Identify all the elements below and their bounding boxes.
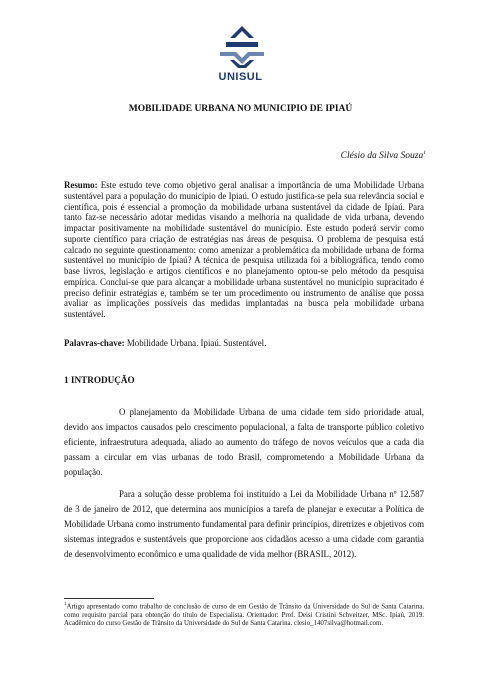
footnote-mark: 1: [64, 602, 67, 607]
section-heading: 1 INTRODUÇÃO: [64, 375, 135, 385]
keywords-label: Palavras-chave:: [64, 338, 125, 348]
footnote-divider: [64, 598, 154, 599]
author-name: Clésio da Silva Souza: [340, 151, 424, 162]
abstract-label: Resumo:: [64, 180, 98, 190]
document-title: MOBILIDADE URBANA NO MUNICIPIO DE IPIAÚ: [128, 104, 353, 114]
unisul-logo-icon: [216, 22, 268, 72]
author-footnote-mark: 1: [423, 150, 426, 156]
footnote-text: Artigo apresentado como trabalho de conclusão de curso de em Gestão de Trânsito da Universidade do Sul de Santa Catarina, como requisito parcial para obtenção do título de Especialista. Orientador: Prof. Deisi Cristini Schveitzer, MSc. Ipiaú, 2019. Acadêmico do curso Gestão de Trânsito da Universidade do Sul de Santa Catarina. clesio_1407silva@hotmail.com.: [64, 603, 424, 627]
keywords: [64, 338, 266, 348]
abstract-text: Este estudo teve como objetivo geral analisar a importância de uma Mobilidade Urbana sustentável para a população do município de Ipiaú. O estudo justifica-se pela sua relevância social e científica, pois é essencial a promoção da mobilidade urbana sustentável da cidade de Ipiaú. Para tanto faz-se necessário adotar medidas visando a melhoria na qualidade de vida urbana, devendo impactar positivamente na mobilidade sustentável do município. Este estudo poderá servir como suporte científico para criação de estratégias nas áreas de pesquisa. O problema de pesquisa está calcado no seguinte questionamento: como amenizar a problemática da mobilidade urbana de forma sustentável no município de Ipiaú? A técnica de pesquisa utilizada foi a bibliográfica, tendo como base livros, legislação e artigos científicos e no planejamento optou-se pelo método da pesquisa empírica. Conclui-se que para alcançar a mobilidade urbana sustentável no município supracitado é preciso definir estratégias e, também se ter um procedimento ou instrumento de análise que possa avaliar as implicações possíveis das medidas implantadas na busca pela mobilidade urbana sustentável.: [64, 180, 424, 319]
logo-text: UNISUL: [218, 71, 263, 83]
keywords-text: Mobilidade Urbana. Ipiaú. Sustentável.: [124, 338, 267, 348]
author-line: [341, 150, 426, 161]
abstract: [64, 180, 424, 320]
body-paragraph-2: Para a solução desse problema foi instituído a Lei da Mobilidade Urbana nº 12.587 de 3 de janeiro de 2012, que determina aos municípios a tarefa de planejar e executar a Política de Mobilidade Urbana como instrumento fundamental para definir princípios, diretrizes e objetivos com sistemas integrados e sustentáveis que proporcione aos cidadãos acesso a uma cidade com garantia de desenvolvimento econômico e uma qualidade de vida melhor (BRASIL, 2012).: [64, 489, 424, 559]
footnote: [64, 601, 424, 628]
body-paragraph-1: O planejamento da Mobilidade Urbana de uma cidade tem sido prioridade atual, devido aos impactos causados pelo crescimento populacional, a falta de transporte público coletivo eficiente, infraestrutura adequada, aliado ao aumento do tráfego de novos veículos que a cada dia passam a circular em vias urbanas de todo Brasil, comprometendo a Mobilidade Urbana da população.: [64, 407, 424, 477]
